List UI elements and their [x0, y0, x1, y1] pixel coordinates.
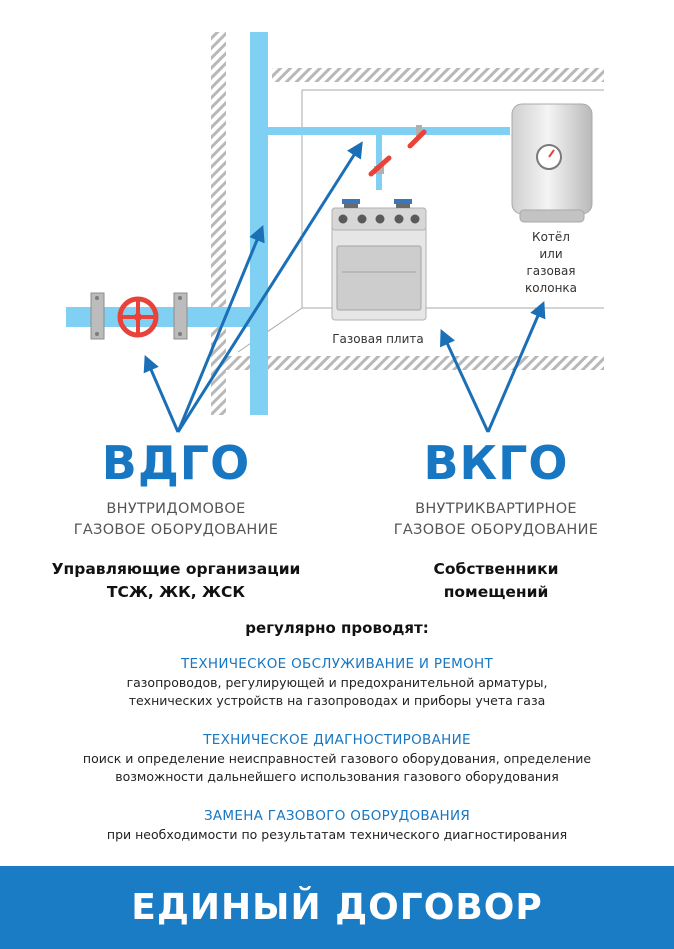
service-title: ЗАМЕНА ГАЗОВОГО ОБОРУДОВАНИЯ: [203, 808, 471, 824]
boiler-label-line: или: [539, 247, 563, 261]
footer-title: ЕДИНЫЙ ДОГОВОР: [131, 887, 543, 928]
service-title: ТЕХНИЧЕСКОЕ ДИАГНОСТИРОВАНИЕ: [203, 732, 471, 748]
stove-label: Газовая плита: [332, 332, 424, 346]
vkgo-subtitle-line: ГАЗОВОЕ ОБОРУДОВАНИЕ: [393, 522, 599, 538]
vkgo-org-line: помещений: [443, 583, 549, 601]
regular-caption: регулярно проводят:: [245, 619, 429, 637]
boiler-label-line: колонка: [524, 281, 578, 295]
vdgo-title: ВДГО: [101, 436, 251, 490]
vdgo-organizations: [16, 558, 336, 604]
service-title: ТЕХНИЧЕСКОЕ ОБСЛУЖИВАНИЕ И РЕМОНТ: [180, 656, 494, 672]
boiler-label: [516, 229, 586, 297]
gas-equipment-diagram: [0, 0, 674, 440]
vkgo-title: ВКГО: [423, 436, 569, 490]
gas-stove-icon: [332, 199, 426, 320]
boiler-icon: [512, 104, 592, 222]
vdgo-subtitle: [36, 499, 316, 541]
service-desc: газопроводов, регулирующей и предохранительной арматуры,: [126, 675, 548, 690]
vdgo-org-line: Управляющие организации: [51, 560, 301, 578]
service-desc: возможности дальнейшего использования газового оборудования: [115, 769, 559, 784]
vkgo-subtitle: [356, 499, 636, 541]
service-replacement: [0, 806, 674, 844]
vkgo-subtitle-line: ВНУТРИКВАРТИРНОЕ: [415, 501, 577, 517]
vdgo-subtitle-line: ВНУТРИДОМОВОЕ: [106, 501, 246, 517]
service-desc: при необходимости по результатам технического диагностирования: [106, 827, 568, 842]
vdgo-subtitle-line: ГАЗОВОЕ ОБОРУДОВАНИЕ: [73, 522, 279, 538]
service-desc: технических устройств на газопроводах и приборы учета газа: [128, 693, 546, 708]
vdgo-org-line: ТСЖ, ЖК, ЖСК: [106, 583, 246, 601]
service-maintenance: [0, 654, 674, 710]
boiler-label-line: газовая: [526, 264, 576, 278]
vkgo-org-line: Собственники: [433, 560, 559, 578]
service-diagnostics: [0, 730, 674, 786]
boiler-label-line: Котёл: [532, 230, 570, 244]
footer-banner: [0, 866, 674, 949]
service-desc: поиск и определение неисправностей газового оборудования, определение: [82, 751, 592, 766]
vkgo-owners: [376, 558, 616, 604]
